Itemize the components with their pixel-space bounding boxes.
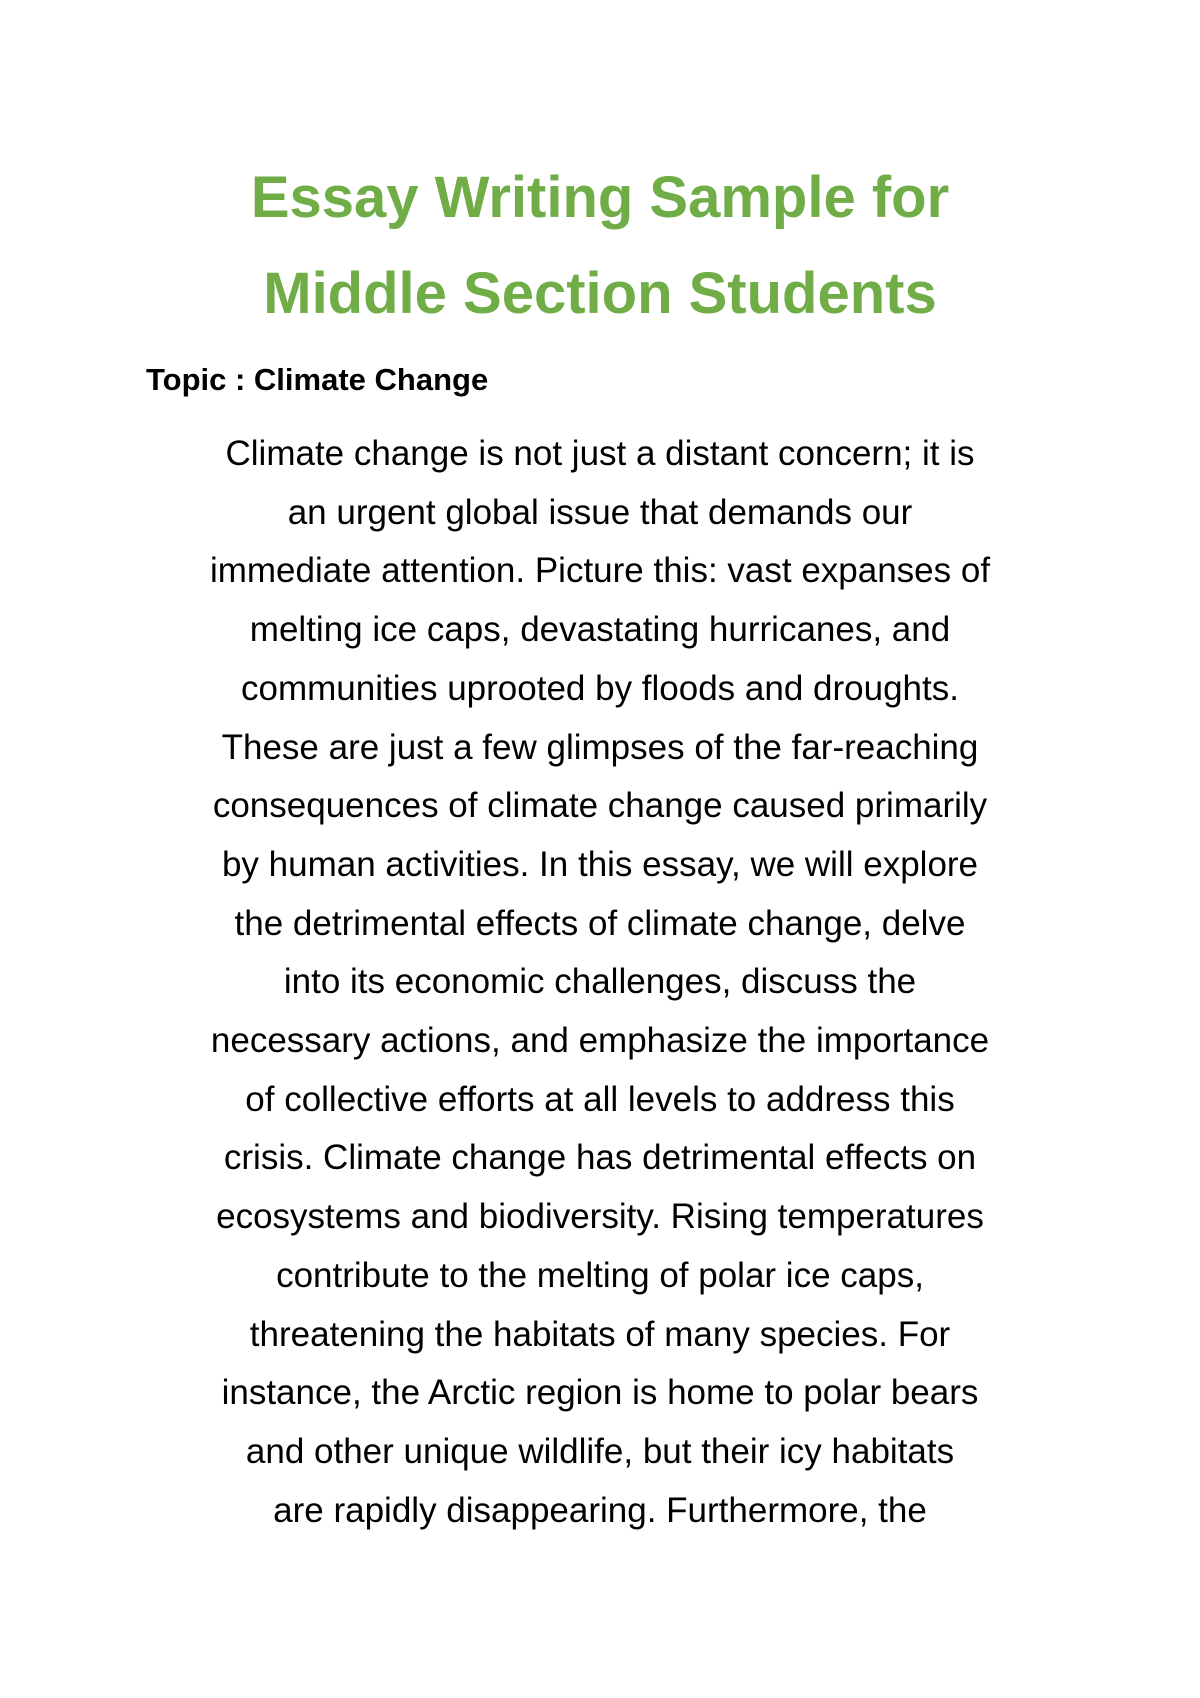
- body-line: communities uprooted by floods and droughts.: [241, 668, 959, 708]
- body-line: of collective efforts at all levels to address this: [245, 1079, 955, 1119]
- title-line: Middle Section Students: [263, 261, 937, 326]
- body-line: Climate change is not just a distant concern; it is: [225, 434, 975, 473]
- body-line: crisis. Climate change has detrimental effects on: [223, 1138, 977, 1178]
- topic-heading: Topic : Climate Change: [146, 362, 489, 397]
- body-line: These are just a few glimpses of the far-reaching: [221, 727, 979, 767]
- body-line: instance, the Arctic region is home to polar bears: [221, 1373, 979, 1413]
- body-line: are rapidly disappearing. Furthermore, the: [273, 1490, 927, 1530]
- body-line: threatening the habitats of many species. For: [249, 1314, 951, 1354]
- body-line: an urgent global issue that demands our: [287, 492, 913, 532]
- body-line: necessary actions, and emphasize the importance: [210, 1021, 990, 1061]
- body-line: and other unique wildlife, but their icy habitats: [245, 1431, 955, 1471]
- page-title: [100, 150, 1100, 342]
- title-line: Essay Writing Sample for: [250, 165, 950, 230]
- essay-body: [100, 425, 1100, 1540]
- body-line: melting ice caps, devastating hurricanes, and: [249, 610, 951, 650]
- body-line: contribute to the melting of polar ice caps,: [276, 1255, 924, 1295]
- body-line: consequences of climate change caused primarily: [212, 786, 988, 826]
- body-line: into its economic challenges, discuss the: [283, 962, 917, 1002]
- body-line: by human activities. In this essay, we will explore: [221, 844, 979, 884]
- body-line: immediate attention. Picture this: vast expanses of: [209, 551, 991, 591]
- body-line: the detrimental effects of climate change, delve: [234, 903, 966, 943]
- body-line: ecosystems and biodiversity. Rising temperatures: [216, 1197, 984, 1237]
